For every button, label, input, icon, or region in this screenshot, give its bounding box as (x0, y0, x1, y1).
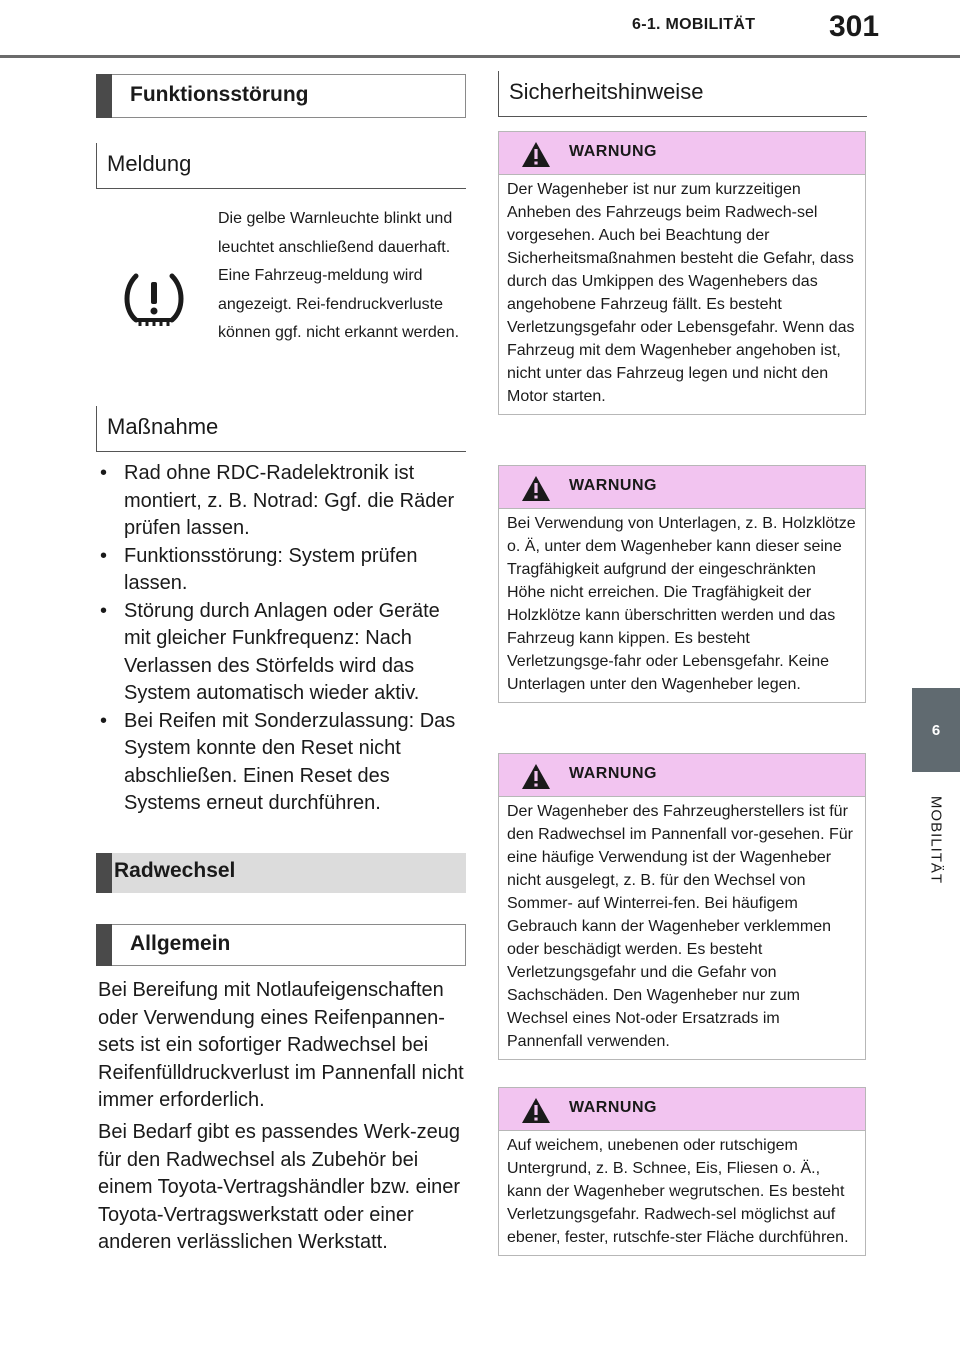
paragraph: Bei Bereifung mit Notlaufeigenschaften oder Verwendung eines Reifenpannen-sets ist ein sofortiger Radwechsel bei Reifenfülldruckverlust im Pannenfall nicht immer erforderlich. (98, 979, 464, 1111)
chapter-tab-number: 6 (931, 721, 941, 739)
warning-triangle-icon (521, 763, 551, 790)
subheader-meldung (96, 143, 466, 189)
subheader-sicherheitshinweise (498, 71, 867, 117)
subheader-title: Sicherheitshinweise (509, 79, 704, 104)
subheader-title: Maßnahme (107, 414, 219, 439)
warning-text: Bei Verwendung von Unterlagen, z. B. Holzklötze o. Ä, unter dem Wagenheber kann dieser seine Tragfähigkeit aufgrund der eingeschränkten Höhe nicht erreichen. Die Tragfähigkeit der Holzklötze kann überschritten werden und das Fahrzeug kann kippen. Es besteht Verletzungsge-fahr oder Lebensgefahr. Keine Unterlagen unter den Wagenheber legen. (507, 515, 856, 693)
list-item: • Bei Reifen mit Sonderzulassung: Das System konnte den Reset nicht abschließen. Einen Reset des Systems erneut durchführen. (100, 709, 456, 814)
section-header-radwechsel (96, 853, 466, 893)
subheader-title: Meldung (107, 151, 192, 176)
header-divider (0, 55, 960, 58)
paragraph: Bei Bedarf gibt es passendes Werk-zeug für den Radwechsel als Zubehör bei einem Toyota-Vertragshändler bzw. einer Toyota-Vertragswerkstatt oder einer anderen verlässlichen Werkstatt. (98, 1121, 461, 1253)
warning-triangle-icon (521, 1097, 551, 1124)
warning-label: WARNUNG (569, 477, 657, 494)
tire-pressure-warning-icon (122, 270, 186, 330)
warning-box (498, 465, 866, 703)
warning-box (498, 131, 866, 415)
section-bar (96, 924, 112, 966)
list-item: • Funktionsstörung: System prüfen lassen. (100, 544, 418, 594)
chapter-tab (912, 688, 960, 772)
warning-header (499, 132, 865, 175)
warning-label: WARNUNG (569, 143, 657, 160)
warning-header (499, 466, 865, 509)
chapter-title: 6-1. MOBILITÄT (632, 16, 756, 33)
warning-header (499, 754, 865, 797)
section-header-funktionsstoerung (96, 74, 466, 118)
meldung-description: Die gelbe Warnleuchte blinkt und leuchtet anschließend dauerhaft. Eine Fahrzeug-meldung wird angezeigt. Rei-fendruckverluste können ggf. nicht erkannt werden. (218, 210, 460, 341)
warning-triangle-icon (521, 475, 551, 502)
warning-text: Auf weichem, unebenen oder rutschigem Untergrund, z. B. Schnee, Eis, Fliesen o. Ä., kann der Wagenheber wegrutschen. Es besteht Verletzungsgefahr. Radwech-sel möglichst auf ebener, fester, rutschfe-ster Fläche durchführen. (507, 1137, 849, 1246)
warning-triangle-icon (521, 141, 551, 168)
page-number: 301 (829, 10, 880, 43)
warning-box (498, 1087, 866, 1256)
warning-header (499, 1088, 865, 1131)
warning-label: WARNUNG (569, 765, 657, 782)
warning-box (498, 753, 866, 1060)
warning-label: WARNUNG (569, 1099, 657, 1116)
list-item: • Rad ohne RDC-Radelektronik ist montiert, z. B. Notrad: Ggf. die Räder prüfen lassen. (100, 462, 455, 539)
section-bar (96, 74, 112, 118)
section-title: Allgemein (130, 932, 231, 955)
section-header-allgemein (96, 924, 466, 966)
subheader-massnahme (96, 406, 466, 452)
warning-text: Der Wagenheber des Fahrzeugherstellers ist für den Radwechsel im Pannenfall vor-gesehen. Für eine häufige Verwendung ist der Wagenheber nicht ausgelegt, z. B. für den Wechsel von Sommer- auf Winterrei-fen. Bei häufigem Gebrauch kann der Wagenheber verklemmen oder beschädigt werden. Es besteht Verletzungsgefahr und die Gefahr von Sachschäden. Den Wagenheber nur zum Wechsel eines Not-oder Ersatzrads im Pannenfall verwenden. (507, 803, 853, 1050)
warning-text: Der Wagenheber ist nur zum kurzzeitigen Anheben des Fahrzeugs beim Radwech-sel vorgesehen. Auch bei Beachtung der Sicherheitsmaßnahmen besteht die Gefahr, dass durch das Umkippen des Wagenhebers das angehobene Fahrzeug fällt. Es besteht Verletzungsgefahr oder Lebensgefahr. Wenn das Fahrzeug mit dem Wagenheber angehoben ist, nicht unter das Fahrzeug legen und nicht den Motor starten. (507, 181, 855, 405)
list-item: • Störung durch Anlagen oder Geräte mit gleicher Funkfrequenz: Nach Verlassen des Störfelds wird das System automatisch wieder aktiv. (100, 599, 440, 704)
massnahme-list (100, 460, 466, 818)
section-title: Radwechsel (114, 859, 236, 882)
section-title: Funktionsstörung (130, 83, 309, 106)
section-bar (96, 853, 112, 893)
chapter-tab-label: MOBILITÄT (927, 795, 945, 885)
